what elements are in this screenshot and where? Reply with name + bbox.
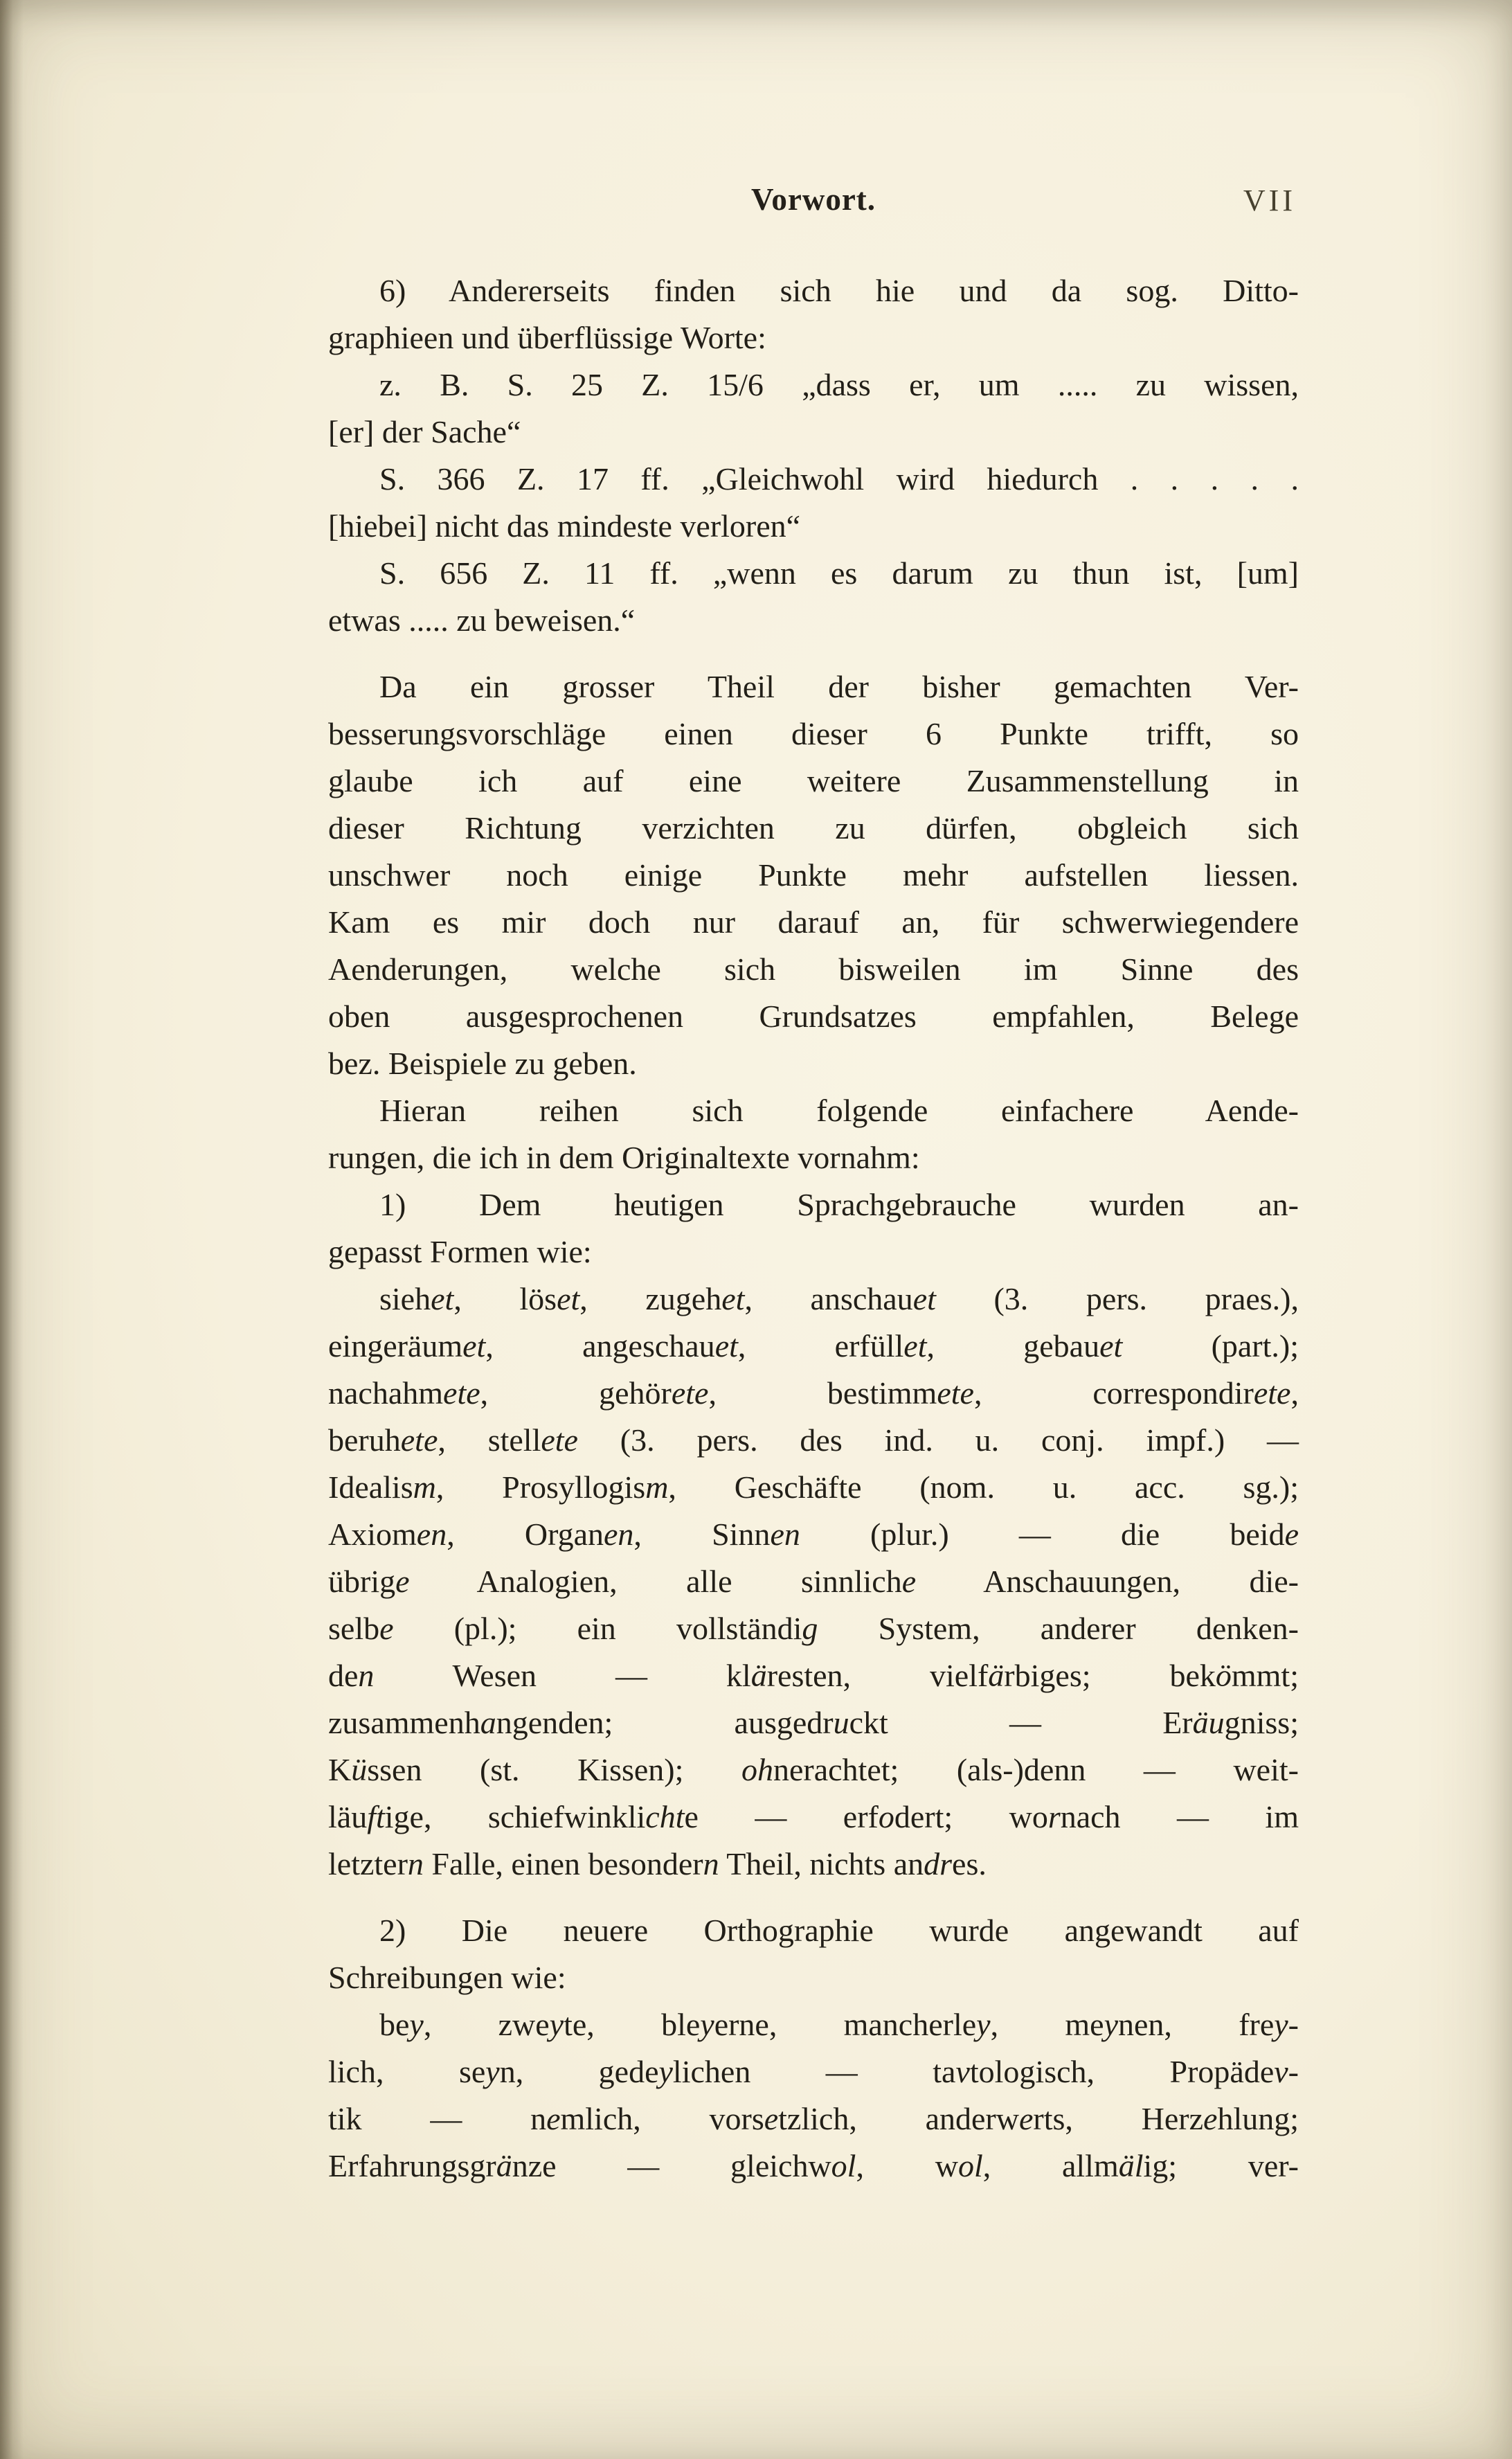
text-line: gepasst Formen wie:	[328, 1234, 592, 1269]
text-line: rungen, die ich in dem Originaltexte vornahm:	[328, 1140, 920, 1175]
text-line: 2) Die neuere Orthographie wurde angewandt auf	[379, 1913, 1299, 1948]
text-line: 1) Dem heutigen Sprachgebrauche wurden an-	[379, 1187, 1299, 1222]
text-line: übrige Analogien, alle sinnliche Anschauungen, die-	[328, 1564, 1299, 1599]
text-line: Hieran reihen sich folgende einfachere Aende-	[379, 1093, 1299, 1128]
text-line: Küssen (st. Kissen); ohnerachtet; (als-)denn — weit-	[328, 1752, 1299, 1787]
text-line: den Wesen — kläresten, vielfärbiges; bekömmt;	[328, 1658, 1299, 1693]
running-title: Vorwort.	[750, 182, 876, 217]
text-line: tik — nemlich, vorsetzlich, anderwerts, Herzehlung;	[328, 2101, 1299, 2136]
text-line: [hiebei] nicht das mindeste verloren“	[328, 508, 801, 544]
text-line: S. 366 Z. 17 ff. „Gleichwohl wird hiedurch . . . . .	[379, 461, 1299, 497]
paragraph	[328, 456, 1299, 550]
text-line: Idealism, Prosyllogism, Geschäfte (nom. u. acc. sg.);	[328, 1469, 1299, 1505]
text-line: glaube ich auf eine weitere Zusammenstellung in	[328, 763, 1299, 798]
text-line: Kam es mir doch nur darauf an, für schwerwiegendere	[328, 904, 1299, 940]
text-line: läuftige, schiefwinklichte — erfodert; wornach — im	[328, 1799, 1299, 1834]
text-line: unschwer noch einige Punkte mehr aufstellen liessen.	[328, 857, 1299, 893]
paragraph	[328, 663, 1299, 1087]
text-line: Aenderungen, welche sich bisweilen im Sinne des	[328, 951, 1299, 987]
text-line: selbe (pl.); ein vollständig System, anderer denken-	[328, 1611, 1299, 1646]
paragraph	[328, 361, 1299, 456]
text-line: oben ausgesprochenen Grundsatzes empfahlen, Belege	[328, 999, 1299, 1034]
text-line: Da ein grosser Theil der bisher gemachten Ver-	[379, 669, 1299, 704]
text-column	[328, 181, 1299, 2190]
paragraph	[328, 550, 1299, 644]
paragraph	[328, 1276, 1299, 1888]
text-line: nachahmete, gehörete, bestimmete, correspondirete,	[328, 1375, 1299, 1411]
paragraph	[328, 1087, 1299, 1181]
text-line: graphieen und überflüssige Worte:	[328, 320, 766, 355]
text-line: eingeräumet, angeschauet, erfüllet, gebauet (part.);	[328, 1328, 1299, 1363]
text-line: Axiomen, Organen, Sinnen (plur.) — die beide	[328, 1517, 1299, 1552]
text-line: z. B. S. 25 Z. 15/6 „dass er, um ..... zu wissen,	[379, 367, 1299, 402]
text-line: besserungsvorschläge einen dieser 6 Punkte trifft, so	[328, 716, 1299, 751]
text-line: dieser Richtung verzichten zu dürfen, obgleich sich	[328, 810, 1299, 846]
text-line: Erfahrungsgränze — gleichwol, wol, allmälig; ver-	[328, 2148, 1299, 2183]
text-line: [er] der Sache“	[328, 414, 521, 449]
page-header	[328, 181, 1299, 231]
text-line: 6) Andererseits finden sich hie und da sog. Ditto-	[379, 273, 1299, 308]
paragraph	[328, 267, 1299, 361]
text-line: etwas ..... zu beweisen.“	[328, 602, 636, 638]
text-line: Schreibungen wie:	[328, 1960, 566, 1995]
text-line: beruhete, stellete (3. pers. des ind. u. conj. impf.) —	[328, 1422, 1299, 1458]
page-number: VII	[1243, 184, 1296, 217]
text-line: bez. Beispiele zu geben.	[328, 1046, 637, 1081]
text-line: zusammenhangenden; ausgedruckt — Eräugniss;	[328, 1705, 1299, 1740]
text-line: siehet, löset, zugehet, anschauet (3. pers. praes.),	[379, 1281, 1299, 1316]
paragraph	[328, 2001, 1299, 2190]
text-line: bey, zweyte, bleyerne, mancherley, meynen, frey-	[379, 2007, 1299, 2042]
paragraph	[328, 1181, 1299, 1276]
text-line: lich, seyn, gedeylichen — tavtologisch, Propädev-	[328, 2054, 1299, 2089]
page-body	[328, 267, 1299, 2190]
text-line: S. 656 Z. 11 ff. „wenn es darum zu thun ist, [um]	[379, 555, 1299, 591]
text-line: letztern Falle, einen besondern Theil, nichts andres.	[328, 1846, 987, 1881]
paragraph	[328, 1907, 1299, 2001]
